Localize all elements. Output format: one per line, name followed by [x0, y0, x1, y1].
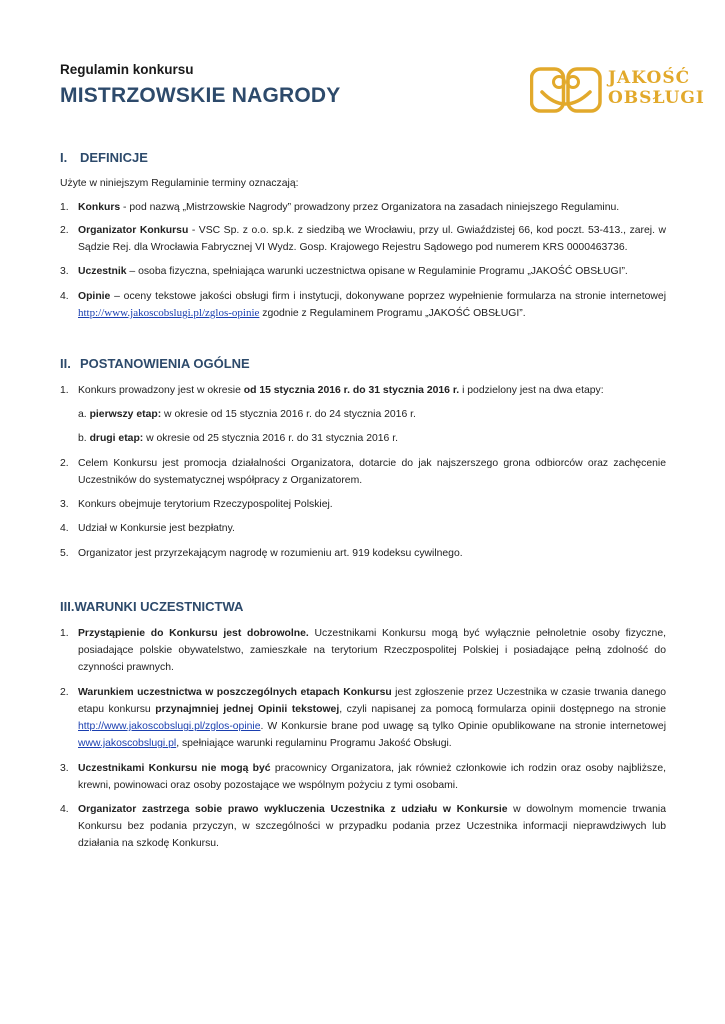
- clause-text: w dowolnym momencie trwania Konkursu bez podania przyczyn, w szczególności w przypadku podania przez Uczestnika informacji nieprawdziwych lub działania na szkodę Konkursu.: [78, 804, 666, 849]
- term-bold: Konkurs: [78, 202, 121, 213]
- sub-letter: b.: [78, 433, 90, 444]
- section-title: WARUNKI UCZESTNICTWA: [74, 599, 244, 614]
- clause-bold: Uczestnikami Konkursu nie mogą być: [78, 763, 271, 774]
- list-number: 1.: [60, 628, 69, 639]
- sub-letter: a.: [78, 409, 90, 420]
- sub-item-b: [78, 430, 666, 447]
- stage-text: w okresie od 25 stycznia 2016 r. do 31 stycznia 2016 r.: [143, 433, 398, 444]
- section-heading-participation: [60, 599, 243, 614]
- list-number: 3.: [60, 499, 69, 510]
- term-text: – oceny tekstowe jakości obsługi firm i instytucji, dokonywane poprzez wypełnienie formularza na stronie internetowej: [110, 291, 666, 302]
- item-text: Celem Konkursu jest promocja działalności Organizatora, dotarcie do jak najszerszego grona odbiorców oraz zachęcenie Uczestników do systematycznej współpracy z Organizatorem.: [78, 458, 666, 486]
- clause-text: . W Konkursie brane pod uwagę są tylko Opinie opublikowane na stronie internetowej: [260, 721, 666, 732]
- section-heading-general-provisions: [60, 356, 250, 371]
- list-number: 4.: [60, 291, 69, 302]
- clause-text: pracownicy Organizatora, jak również członkowie ich rodzin oraz osoby najbliższe, krewni, powinowaci oraz osoby pozostające we wspólnym pożyciu z tymi osobami.: [78, 763, 666, 791]
- stage-text: w okresie od 15 stycznia 2016 r. do 24 stycznia 2016 r.: [161, 409, 416, 420]
- term-bold: Organizator Konkursu: [78, 225, 189, 236]
- page-title: MISTRZOWSKIE NAGRODY: [60, 84, 341, 107]
- stage-bold: pierwszy etap:: [89, 409, 162, 420]
- clause-bold-2: przynajmniej jednej Opinii tekstowej: [155, 704, 340, 715]
- item-text: Udział w Konkursie jest bezpłatny.: [78, 523, 235, 534]
- list-number: 4.: [60, 804, 69, 815]
- list-number: 3.: [60, 763, 69, 774]
- clause-text: , spełniające warunki regulaminu Programu Jakość Obsługi.: [176, 738, 452, 749]
- stage-bold: drugi etap:: [89, 433, 144, 444]
- list-number: 3.: [60, 266, 69, 277]
- sub-item-a: [78, 406, 666, 423]
- clause-text: Uczestnikami Konkursu mogą być wyłącznie pełnoletnie osoby fizyczne, posiadające polskie obywatelstwo, zamieszkałe na terytorium Rzeczpospolitej Polskiej i posiadające pełną zdolność do czynności prawnych.: [78, 628, 666, 673]
- logo-text: [608, 68, 705, 108]
- date-range-bold: od 15 stycznia 2016 r. do 31 stycznia 2016 r.: [243, 385, 460, 396]
- item-text: Organizator jest przyrzekającym nagrodę w rozumieniu art. 919 kodeksu cywilnego.: [78, 548, 463, 559]
- term-text-2: zgodnie z Regulaminem Programu „JAKOŚĆ OBSŁUGI”.: [259, 308, 526, 319]
- item-text: i podzielony jest na dwa etapy:: [459, 385, 604, 396]
- term-bold: Opinie: [78, 291, 111, 302]
- clause-bold: Przystąpienie do Konkursu jest dobrowolne.: [78, 628, 309, 639]
- list-number: 1.: [60, 385, 69, 396]
- logo-line-1: JAKOŚĆ: [608, 68, 691, 88]
- item-text: Konkurs obejmuje terytorium Rzeczypospolitej Polskiej.: [78, 499, 333, 510]
- clause-text: jest zgłoszenie przez Uczestnika w czasie trwania danego etapu konkursu: [78, 687, 666, 715]
- list-number: 5.: [60, 548, 69, 559]
- list-number: 2.: [60, 225, 69, 236]
- opinion-form-link[interactable]: http://www.jakoscobslugi.pl/zglos-opinie: [78, 721, 261, 732]
- section-number: III.: [60, 599, 75, 614]
- list-number: 2.: [60, 458, 69, 469]
- logo-line-2: OBSŁUGI: [608, 88, 705, 108]
- term-text: - pod nazwą „Mistrzowskie Nagrody” prowadzony przez Organizatora na zasadach niniejszego Regulaminu.: [120, 202, 620, 213]
- clause-text: , czyli napisanej za pomocą formularza opinii dostępnego na stronie: [339, 704, 666, 715]
- term-text: – osoba fizyczna, spełniająca warunki uczestnictwa opisane w Regulaminie Programu „JAKOŚĆ OBSŁUGI”.: [126, 266, 628, 277]
- section-number: I.: [60, 150, 68, 165]
- document-subtitle: Regulamin konkursu: [60, 62, 194, 77]
- opinion-form-link[interactable]: http://www.jakoscobslugi.pl/zglos-opinie: [78, 307, 260, 319]
- list-number: 1.: [60, 202, 69, 213]
- term-bold: Uczestnik: [78, 266, 127, 277]
- section-number: II.: [60, 356, 71, 371]
- website-link[interactable]: www.jakoscobslugi.pl: [78, 738, 177, 749]
- term-text: - VSC Sp. z o.o. sp.k. z siedzibą we Wrocławiu, przy ul. Gwiaździstej 66, kod poczt. 53-413., zarej. w Sądzie Rej. dla Wrocławia Fabrycznej VI Wydz. Gosp. Krajowego Rejestru Sądowego pod numerem KRS 0000463736.: [78, 225, 667, 253]
- list-number: 4.: [60, 523, 69, 534]
- item-text: Konkurs prowadzony jest w okresie: [78, 385, 244, 396]
- section-title: DEFINICJE: [80, 150, 148, 165]
- clause-bold: Warunkiem uczestnictwa w poszczególnych etapach Konkursu: [78, 687, 392, 698]
- section-intro: Użyte w niniejszym Regulaminie terminy oznaczają:: [60, 178, 299, 189]
- section-title: POSTANOWIENIA OGÓLNE: [80, 356, 250, 371]
- clause-bold: Organizator zastrzega sobie prawo wykluczenia Uczestnika z udziału w Konkursie: [78, 804, 508, 815]
- list-number: 2.: [60, 687, 69, 698]
- section-heading-definitions: [60, 150, 148, 165]
